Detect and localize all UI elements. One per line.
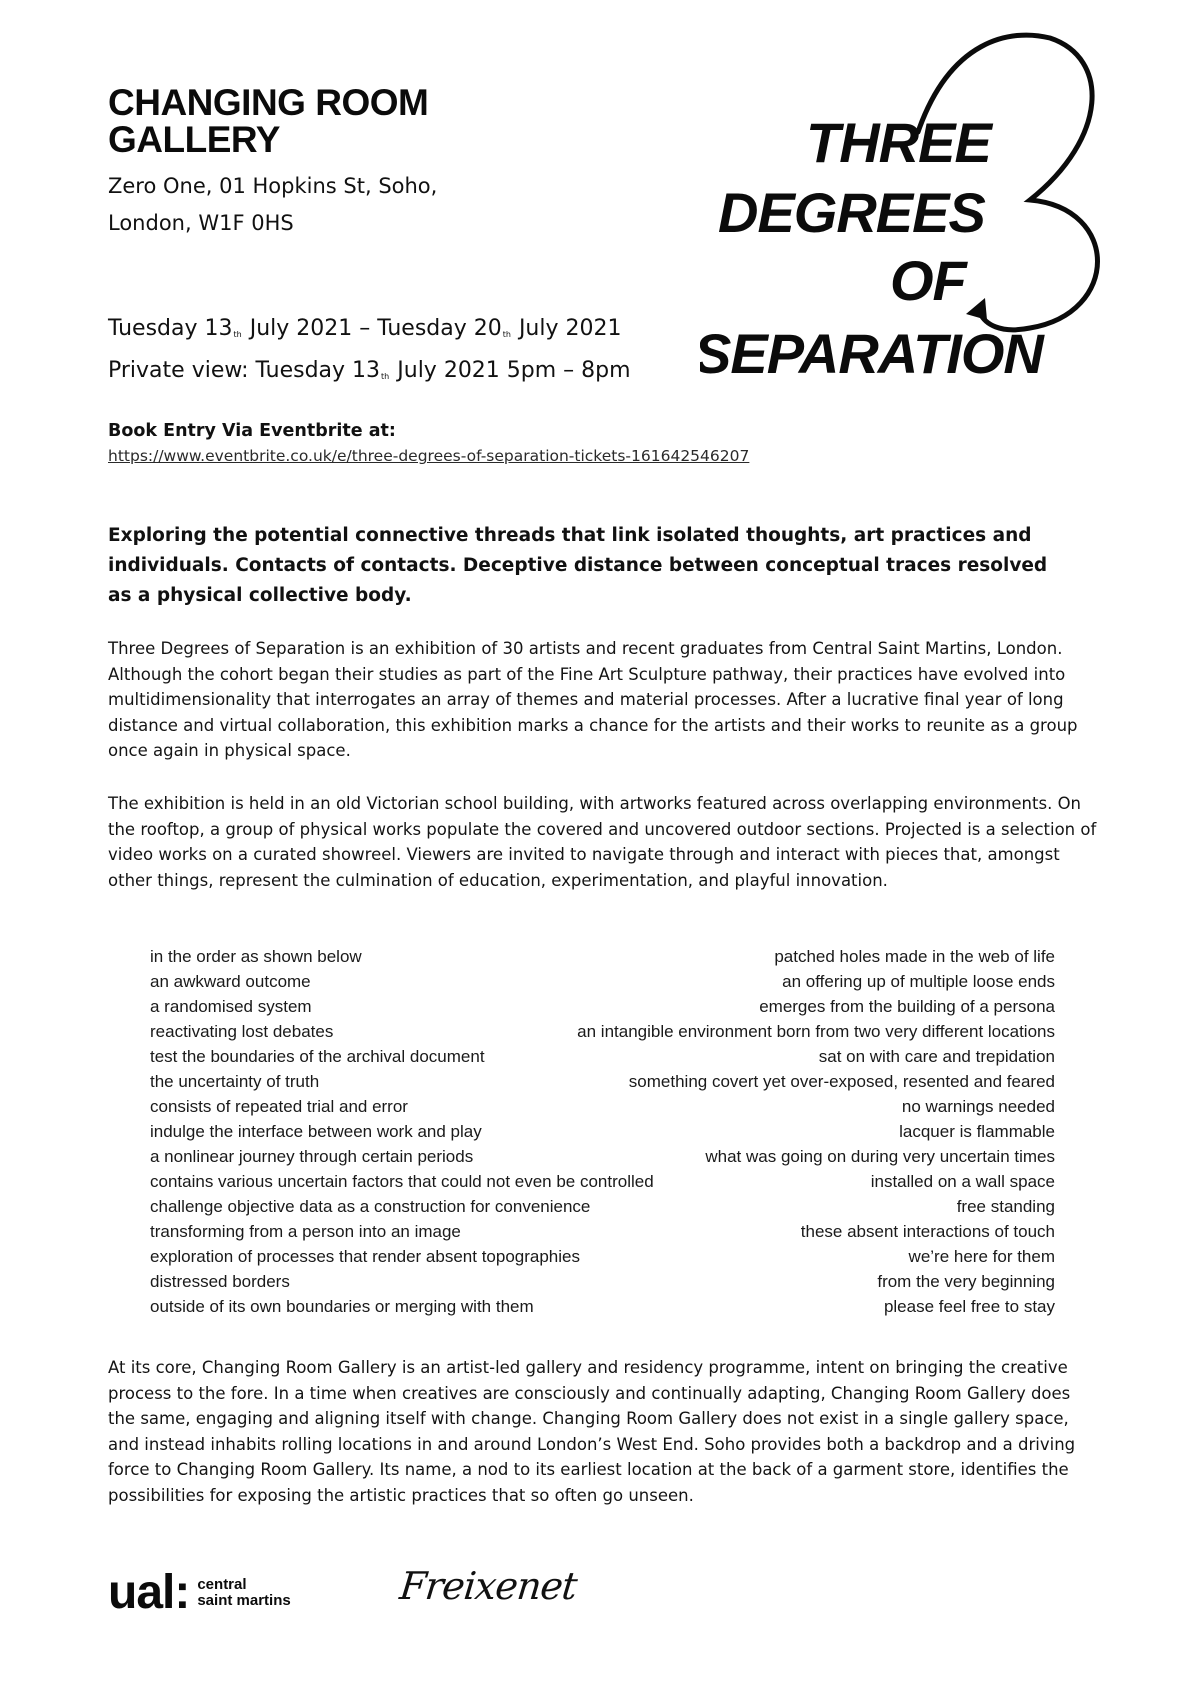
poem-right-line: no warnings needed [901, 1097, 1055, 1116]
poem-left-line: challenge objective data as a construction for convenience [150, 1197, 591, 1216]
paragraph-gallery: At its core, Changing Room Gallery is an artist-led gallery and residency programme, intent on bringing the creative process to the fore. In a time when creatives are consciously and continually adapting, Changing Room Gallery does the same, engaging and aligning itself with change. Changing Room Gallery does not exist in a single gallery space, and instead inhabits rolling locations in and around London’s West End. Soho provides both a backdrop and a driving force to Changing Room Gallery. Its name, a nod to its earliest location at the back of a garment store, identifies the possibilities for exposing the artistic practices that so often go unseen. [108, 1358, 1076, 1505]
exhibition-dates [108, 310, 631, 394]
logo-line-of: OF [890, 249, 966, 312]
poem-left-line: test the boundaries of the archival document [150, 1047, 485, 1066]
paragraph-venue: The exhibition is held in an old Victorian school building, with artworks featured across overlapping environments. On the rooftop, a group of physical works populate the covered and uncovered outdoor sections. Projected is a selection of video works on a curated showreel. Viewers are invited to navigate through and interact with pieces that, amongst other things, represent the culmination of education, experimentation, and playful innovation. [108, 794, 1097, 890]
poem-right-line: something covert yet over-exposed, resented and feared [628, 1072, 1055, 1091]
poem-row [150, 994, 1055, 1019]
logo-line-degrees: DEGREES [718, 181, 985, 244]
poem-row [150, 1219, 1055, 1244]
run-dates: Tuesday 13th July 2021 – Tuesday 20th July 2021 [108, 316, 622, 341]
poem-row [150, 1119, 1055, 1144]
logo-line-separation: SEPARATION [700, 322, 1043, 385]
ual-csm-logo [108, 1568, 291, 1618]
poem-right-line: free standing [956, 1197, 1055, 1216]
private-view: Private view: Tuesday 13th July 2021 5pm – 8pm [108, 358, 631, 383]
logo-line-three: THREE [806, 111, 991, 174]
poem-left-line: distressed borders [150, 1272, 290, 1291]
poem-right-line: these absent interactions of touch [800, 1222, 1055, 1241]
ual-text [197, 1577, 290, 1609]
booking-info [108, 418, 749, 468]
poem-left-line: transforming from a person into an image [150, 1222, 461, 1241]
gallery-address [108, 168, 437, 242]
poem-row [150, 1194, 1055, 1219]
sponsor-logos [108, 1564, 708, 1638]
poem-right-line: installed on a wall space [870, 1172, 1055, 1191]
poem-left-line: a randomised system [150, 997, 312, 1016]
poem-row [150, 1169, 1055, 1194]
poem-right-line: emerges from the building of a persona [759, 997, 1055, 1016]
exhibition-logo [700, 28, 1130, 398]
poem-row [150, 1019, 1055, 1044]
poem-left-line: an awkward outcome [150, 972, 311, 991]
poem-row [150, 1269, 1055, 1294]
poem-row [150, 1044, 1055, 1069]
logo-arrow-head [966, 298, 987, 320]
gallery-name-line1: CHANGING ROOM [108, 82, 429, 123]
poem-right-line: what was going on during very uncertain times [705, 1147, 1055, 1166]
poem-right-line: an intangible environment born from two very different locations [577, 1022, 1055, 1041]
poem-left-line: exploration of processes that render absent topographies [150, 1247, 580, 1266]
poem-right-line: lacquer is flammable [899, 1122, 1055, 1141]
poem-right-line: we’re here for them [908, 1247, 1055, 1266]
poem-left-line: a nonlinear journey through certain periods [150, 1147, 474, 1166]
address-line1: Zero One, 01 Hopkins St, Soho, [108, 174, 438, 198]
poem-row [150, 1244, 1055, 1269]
paragraph-exhibition: Three Degrees of Separation is an exhibition of 30 artists and recent graduates from Central Saint Martins, London. Although the cohort began their studies as part of the Fine Art Sculpture pathway, their practices have evolved into multidimensionality that interrogates an array of themes and material processes. After a lucrative final year of long distance and virtual collaboration, this exhibition marks a chance for the artists and their works to reunite as a group once again in physical space. [108, 639, 1078, 760]
poem-right-line: sat on with care and trepidation [818, 1047, 1055, 1066]
poem-right-line: from the very beginning [877, 1272, 1055, 1291]
poem-left-line: consists of repeated trial and error [150, 1097, 408, 1116]
poem-right-line: patched holes made in the web of life [774, 947, 1055, 966]
poem-right-line: an offering up of multiple loose ends [782, 972, 1055, 991]
poem-row [150, 969, 1055, 994]
poem-left-line: contains various uncertain factors that could not even be controlled [150, 1172, 654, 1191]
poem-row [150, 1094, 1055, 1119]
poem-left-line: reactivating lost debates [150, 1022, 334, 1041]
freixenet-logo: Freixenet [397, 1564, 579, 1608]
poem-row [150, 944, 1055, 969]
poem-right-line: please feel free to stay [883, 1297, 1055, 1316]
address-line2: London, W1F 0HS [108, 211, 294, 235]
poem-row [150, 1144, 1055, 1169]
poem-block [150, 944, 1055, 1319]
ual-mark: ual: [108, 1566, 190, 1619]
poem-left-line: outside of its own boundaries or merging with them [150, 1297, 534, 1316]
poem-left-line: the uncertainty of truth [150, 1072, 320, 1091]
ual-text-line2: saint martins [197, 1592, 291, 1609]
poem-row [150, 1069, 1055, 1094]
eventbrite-link[interactable]: https://www.eventbrite.co.uk/e/three-degrees-of-separation-tickets-161642546207 [108, 447, 750, 465]
poem-left-line: in the order as shown below [150, 947, 362, 966]
poem-row [150, 1294, 1055, 1319]
booking-heading: Book Entry Via Eventbrite at: [108, 421, 396, 441]
ual-text-line1: central [197, 1576, 247, 1593]
gallery-name [108, 84, 428, 158]
poem-left-line: indulge the interface between work and play [150, 1122, 482, 1141]
intro-statement: Exploring the potential connective threads that link isolated thoughts, art practices and individuals. Contacts of contacts. Deceptive distance between conceptual traces resolved as a physical collective body. [108, 525, 1048, 606]
gallery-name-line2: GALLERY [108, 119, 280, 160]
